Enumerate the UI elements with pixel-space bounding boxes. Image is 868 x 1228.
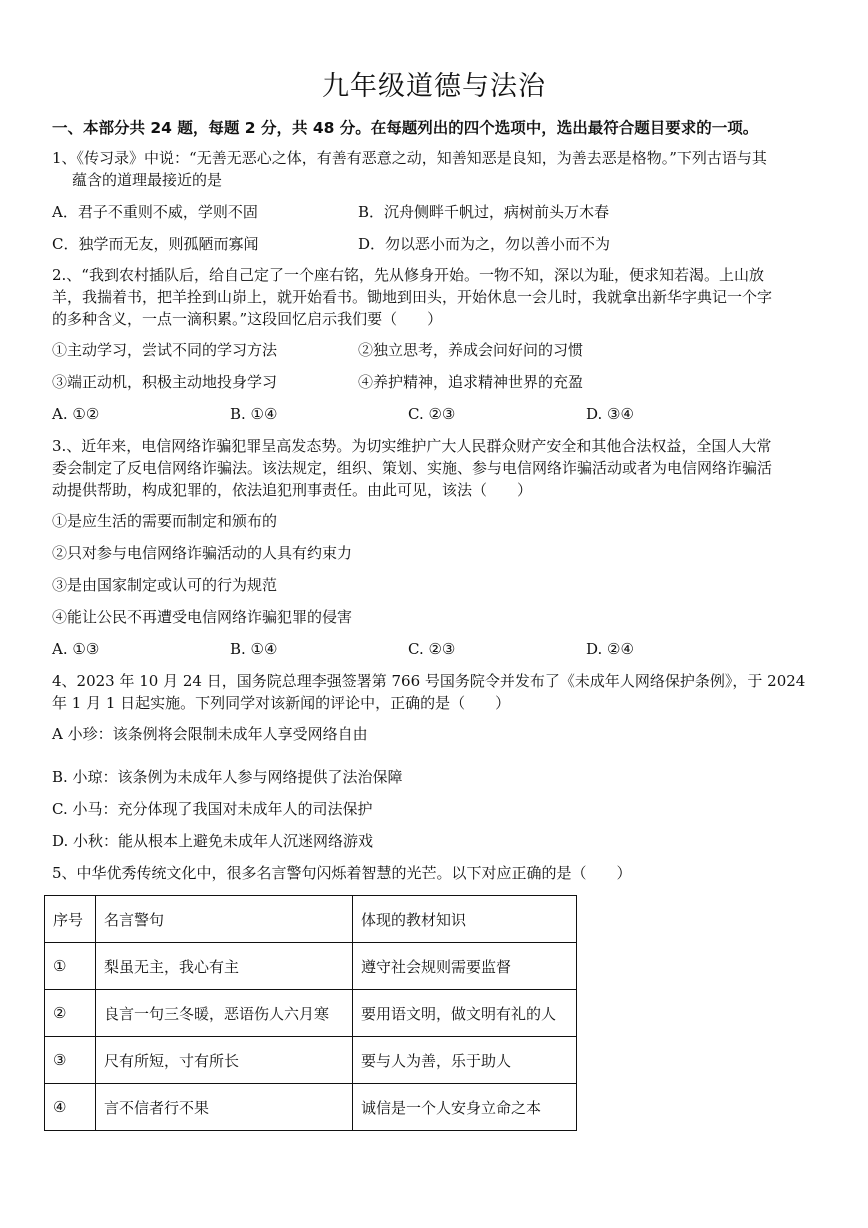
- table-cell: 遵守社会规则需要监督: [353, 943, 577, 990]
- q1-stem-line1: 1、《传习录》中说：“无善无恶心之体，有善有恶意之动，知善知恶是良知，为善去恶是格物。”下列古语与其: [52, 149, 767, 167]
- q1-option-b: B．沉舟侧畔千帆过，病树前头万木春: [358, 203, 610, 221]
- q4-stem-line2: 年 1 月 1 日起实施。下列同学对该新闻的评论中，正确的是（ ）: [52, 694, 511, 712]
- table-cell: ②: [45, 990, 96, 1037]
- q1-option-a: A．君子不重则不威，学则不固: [52, 203, 258, 221]
- q3-statement-3: ③是由国家制定或认可的行为规范: [52, 576, 278, 594]
- q3-statement-4: ④能让公民不再遭受电信网络诈骗犯罪的侵害: [52, 608, 353, 626]
- q5-stem: 5、中华优秀传统文化中，很多名言警句闪烁着智慧的光芒。以下对应正确的是（ ）: [52, 864, 632, 882]
- q3-stem-line1: 3.、近年来，电信网络诈骗犯罪呈高发态势。为切实维护广大人民群众财产安全和其他合法权益，全国人大常: [52, 437, 772, 455]
- table-row: [45, 1084, 577, 1131]
- table-cell: 诚信是一个人安身立命之本: [353, 1084, 577, 1131]
- q2-statement-4: ④养护精神，追求精神世界的充盈: [358, 373, 584, 391]
- q2-option-b: B. ①④: [230, 405, 278, 423]
- q2-statement-2: ②独立思考，养成会问好问的习惯: [358, 341, 584, 359]
- table-cell: 要用语文明，做文明有礼的人: [353, 990, 577, 1037]
- table-cell: 要与人为善，乐于助人: [353, 1037, 577, 1084]
- table-header-row: [45, 896, 577, 943]
- section-heading: 一、本部分共 24 题，每题 2 分，共 48 分。在每题列出的四个选项中，选出最符合题目要求的一项。: [52, 119, 759, 137]
- q4-option-b: B. 小琼：该条例为未成年人参与网络提供了法治保障: [52, 768, 403, 786]
- header-cell: 体现的教材知识: [353, 896, 577, 943]
- q2-option-d: D. ③④: [586, 405, 634, 423]
- table-cell: ④: [45, 1084, 96, 1131]
- table-cell: ③: [45, 1037, 96, 1084]
- q4-option-d: D. 小秋：能从根本上避免未成年人沉迷网络游戏: [52, 832, 374, 850]
- q3-statement-1: ①是应生活的需要而制定和颁布的: [52, 512, 278, 530]
- q2-statement-1: ①主动学习，尝试不同的学习方法: [52, 341, 278, 359]
- table-cell: 梨虽无主，我心有主: [96, 943, 353, 990]
- q3-stem-line2: 委会制定了反电信网络诈骗法。该法规定，组织、策划、实施、参与电信网络诈骗活动或者为电信网络诈骗活: [52, 459, 773, 477]
- q2-stem-line3: 的多种含义，一点一滴积累。”这段回忆启示我们要（ ）: [52, 310, 443, 328]
- q2-stem-line2: 羊，我揣着书，把羊拴到山峁上，就开始看书。锄地到田头，开始休息一会儿时，我就拿出新华字典记一个字: [52, 288, 773, 306]
- table-row: [45, 943, 577, 990]
- q2-statement-3: ③端正动机，积极主动地投身学习: [52, 373, 278, 391]
- q4-option-c: C. 小马：充分体现了我国对未成年人的司法保护: [52, 800, 373, 818]
- q2-stem-line1: 2.、“我到农村插队后，给自己定了一个座右铭，先从修身开始。一物不知，深以为耻，便求知若渴。上山放: [52, 266, 764, 284]
- q1-option-d: D．勿以恶小而为之，勿以善小而不为: [358, 235, 611, 253]
- q3-stem-line3: 动提供帮助，构成犯罪的，依法追犯刑事责任。由此可见，该法（ ）: [52, 481, 533, 499]
- q5-table: [44, 895, 577, 1131]
- table-row: [45, 1037, 577, 1084]
- header-cell: 名言警句: [96, 896, 353, 943]
- q2-option-c: C. ②③: [408, 405, 456, 423]
- header-cell: 序号: [45, 896, 96, 943]
- table-cell: ①: [45, 943, 96, 990]
- table-cell: 良言一句三冬暖，恶语伤人六月寒: [96, 990, 353, 1037]
- page-title: 九年级道德与法治: [322, 71, 546, 102]
- q1-option-c: C．独学而无友，则孤陋而寡闻: [52, 235, 259, 253]
- q3-option-d: D. ②④: [586, 640, 634, 658]
- q4-option-a: A 小珍：该条例将会限制未成年人享受网络自由: [52, 725, 368, 743]
- q2-option-a: A. ①②: [52, 405, 100, 423]
- q3-statement-2: ②只对参与电信网络诈骗活动的人具有约束力: [52, 544, 353, 562]
- q1-stem-line2: 蕴含的道理最接近的是: [72, 171, 223, 189]
- table-cell: 言不信者行不果: [96, 1084, 353, 1131]
- q3-option-b: B. ①④: [230, 640, 278, 658]
- q4-stem-line1: 4、2023 年 10 月 24 日，国务院总理李强签署第 766 号国务院令并发布了《未成年人网络保护条例》，于 2024: [52, 672, 806, 690]
- table-row: [45, 990, 577, 1037]
- q3-option-a: A. ①③: [52, 640, 100, 658]
- q3-option-c: C. ②③: [408, 640, 456, 658]
- table-cell: 尺有所短，寸有所长: [96, 1037, 353, 1084]
